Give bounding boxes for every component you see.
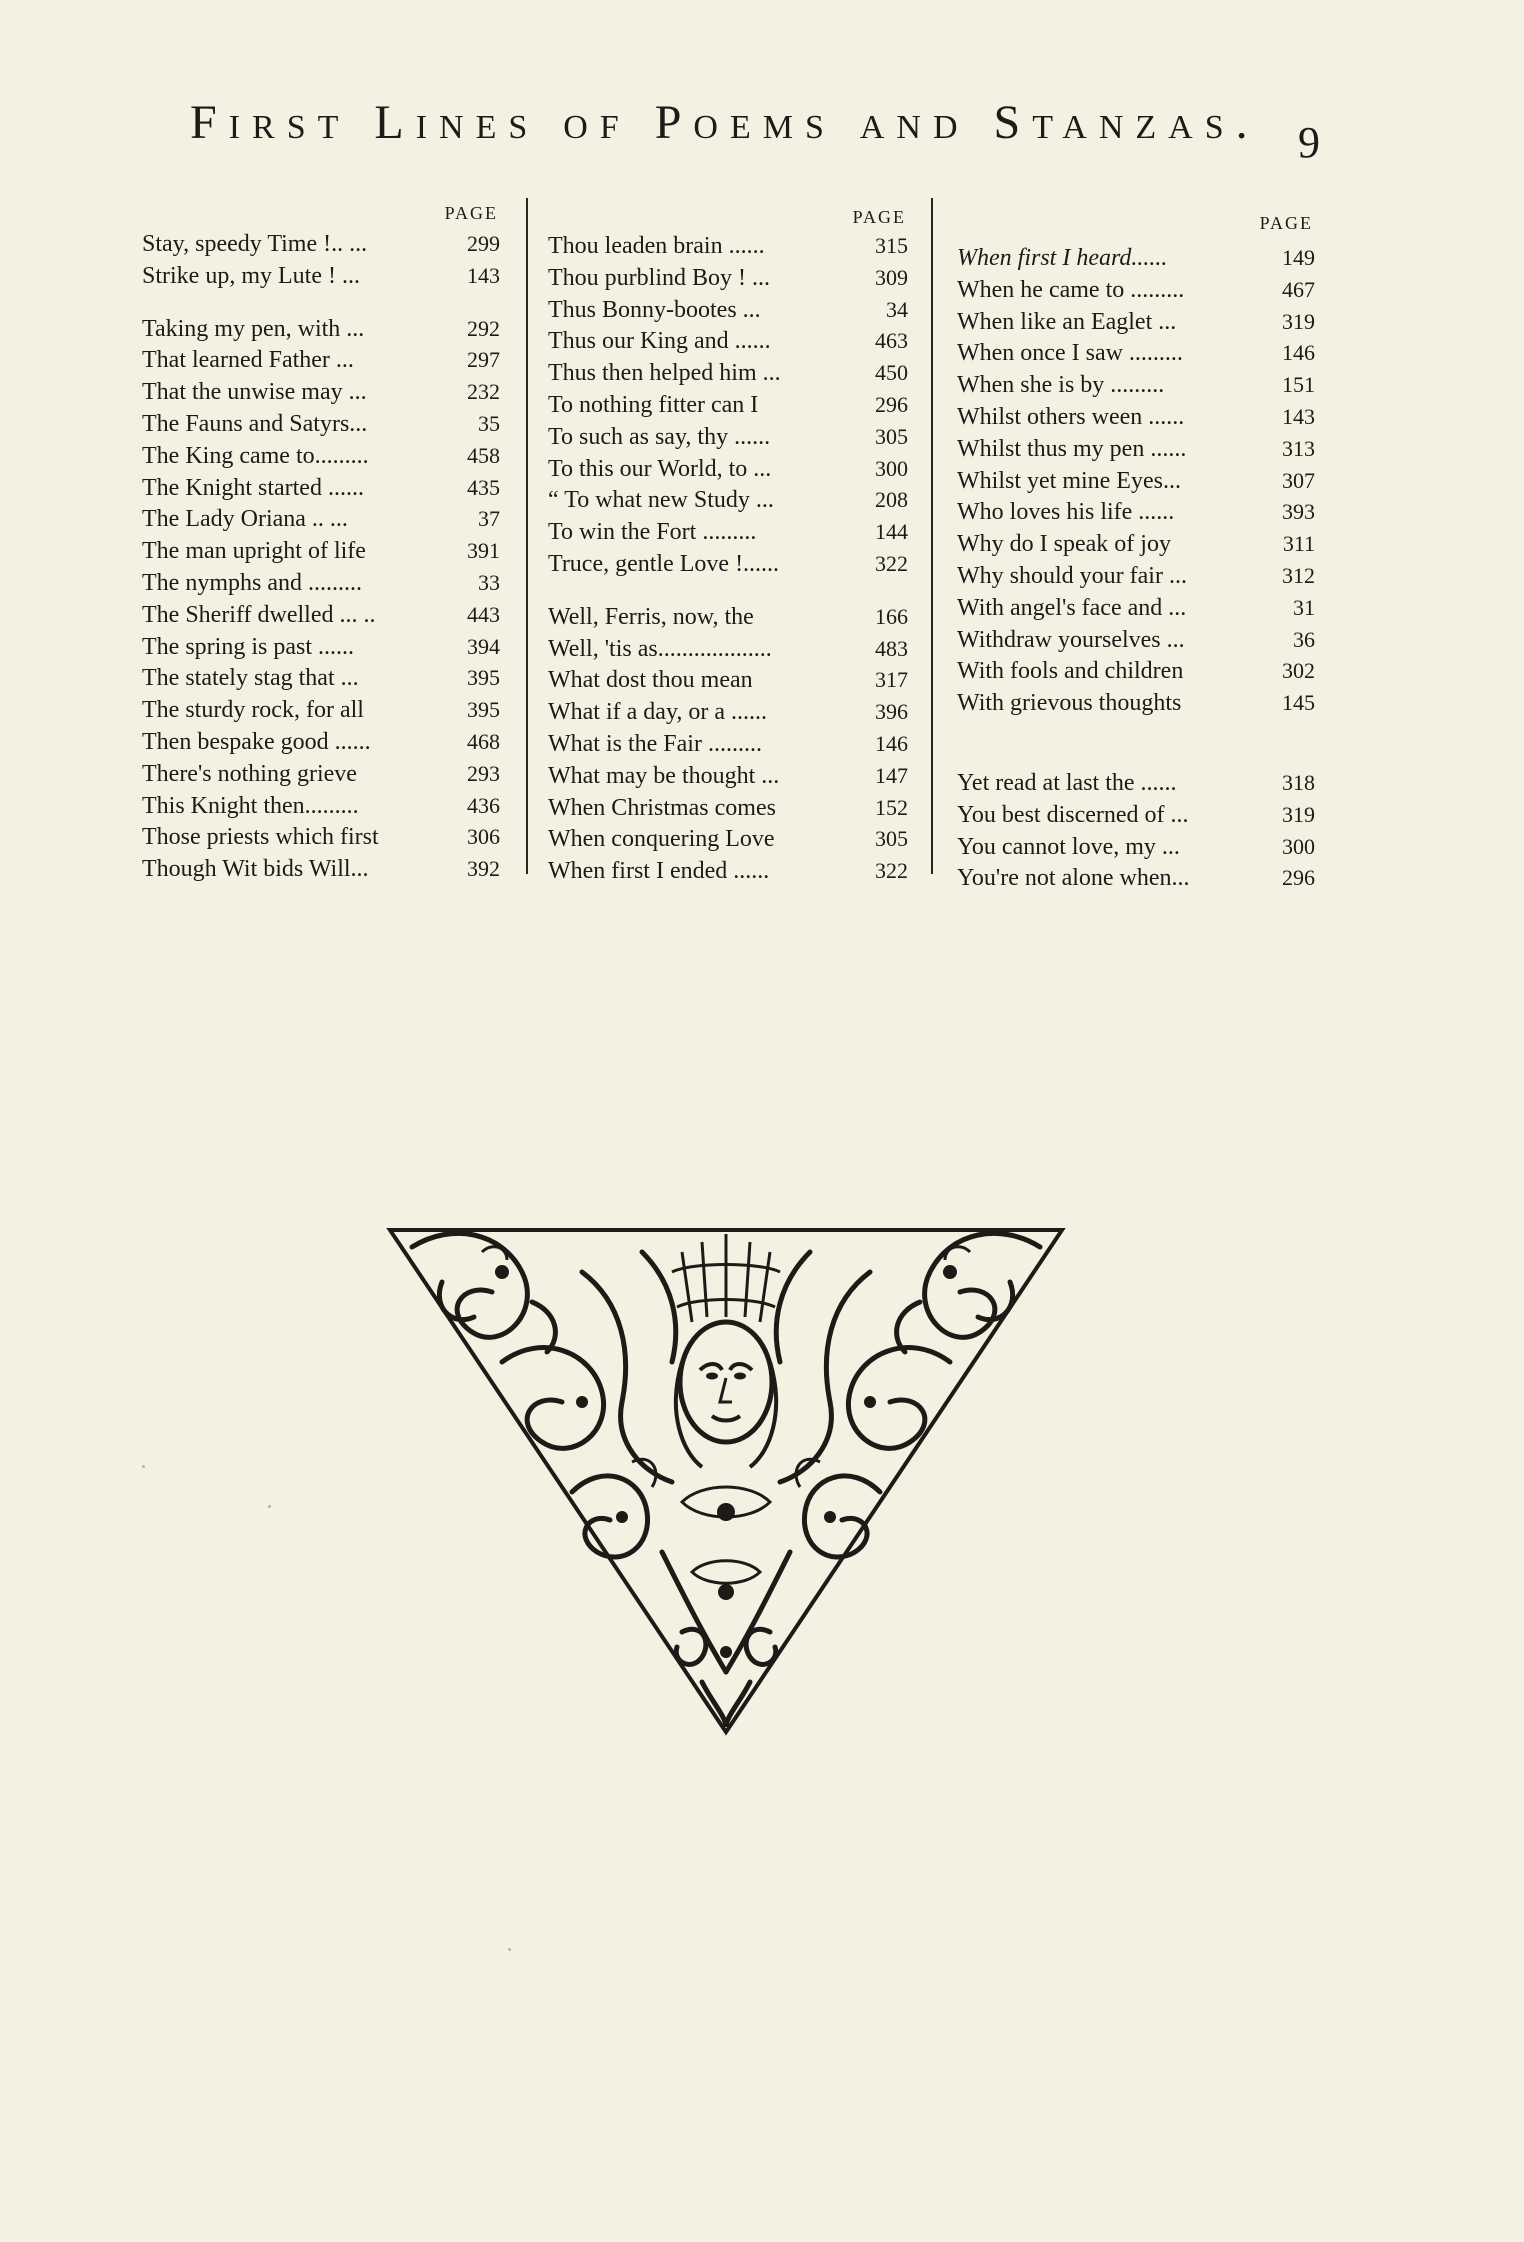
index-entry	[957, 274, 1315, 306]
index-entry	[142, 758, 500, 790]
index-entry	[548, 548, 908, 580]
index-entry	[548, 664, 908, 696]
first-line-text: The Lady Oriana .. ...	[142, 506, 348, 533]
first-line-text: Whilst others ween ......	[957, 403, 1185, 430]
page-reference: 34	[886, 296, 908, 322]
page-reference: 396	[875, 699, 908, 725]
page-reference: 395	[467, 665, 500, 691]
first-line-text: Thus then helped him ...	[548, 360, 781, 387]
first-line-text: When first I ended ......	[548, 858, 770, 885]
page-reference: 315	[875, 233, 908, 258]
page-reference: 149	[1282, 245, 1315, 270]
index-entry	[957, 624, 1315, 656]
page-reference: 322	[875, 550, 908, 576]
page-reference: 317	[875, 667, 908, 693]
index-entry	[142, 344, 500, 376]
page-reference: 31	[1293, 594, 1315, 620]
page-reference: 307	[1282, 467, 1315, 493]
first-line-text: That the unwise may ...	[142, 379, 367, 406]
page-reference: 467	[1282, 276, 1315, 302]
first-line-text: This Knight then.........	[142, 792, 359, 819]
page-reference: 313	[1282, 435, 1315, 461]
first-line-text: Well, 'tis as...................	[548, 635, 772, 662]
first-line-text: Withdraw yourselves ...	[957, 626, 1185, 653]
first-line-text: Well, Ferris, now, the	[548, 603, 754, 630]
page-reference: 145	[1282, 690, 1315, 716]
index-entry	[957, 767, 1315, 799]
page-reference: 311	[1282, 531, 1315, 557]
page-reference: 463	[875, 328, 908, 354]
first-line-text: Those priests which first	[142, 824, 379, 851]
first-line-text: What dost thou mean	[548, 667, 753, 694]
page-header	[190, 95, 1320, 175]
index-entry	[142, 408, 500, 440]
index-entry	[957, 831, 1315, 863]
page-reference: 166	[875, 603, 908, 629]
index-column-3	[957, 198, 1315, 894]
first-line-text: When once I saw .........	[957, 340, 1183, 367]
first-line-text: Truce, gentle Love !......	[548, 550, 780, 577]
index-entry	[548, 357, 908, 389]
page-reference: 435	[467, 474, 500, 500]
first-line-text: You best discerned of ...	[957, 801, 1189, 828]
first-line-text: To win the Fort .........	[548, 519, 757, 546]
paper-speck	[508, 1948, 511, 1951]
page-column-heading: PAGE	[852, 207, 906, 227]
page-reference: 302	[1282, 658, 1315, 684]
group-spacer	[142, 292, 500, 313]
tailpiece-ornament-icon	[382, 1212, 1070, 1736]
first-line-text: The Sheriff dwelled ... ..	[142, 601, 376, 628]
index-entry	[142, 821, 500, 853]
page-reference: 306	[467, 824, 500, 850]
index-entry	[142, 535, 500, 567]
index-entry	[957, 496, 1315, 528]
page-reference: 300	[1282, 833, 1315, 859]
index-entry	[548, 792, 908, 824]
index-entry	[142, 662, 500, 694]
page-title: First Lines of Poems and Stanzas.	[190, 96, 1260, 149]
first-line-text: The sturdy rock, for all	[142, 697, 364, 724]
first-line-text: What may be thought ...	[548, 762, 780, 789]
first-line-text: What is the Fair .........	[548, 730, 762, 757]
index-entry	[957, 306, 1315, 338]
first-line-text: Strike up, my Lute ! ...	[142, 262, 360, 289]
index-entry	[142, 694, 500, 726]
index-entry	[957, 862, 1315, 894]
page-reference: 146	[1282, 340, 1315, 366]
index-entry	[142, 503, 500, 535]
first-line-text: Thus our King and ......	[548, 328, 771, 355]
page-reference: 33	[478, 569, 500, 595]
page-reference: 305	[875, 826, 908, 852]
first-line-text: The Fauns and Satyrs...	[142, 410, 368, 437]
first-line-text: There's nothing grieve	[142, 760, 357, 787]
first-line-text: What if a day, or a ......	[548, 699, 768, 726]
page-reference: 391	[467, 538, 500, 564]
page-number: 9	[1298, 118, 1320, 167]
page-reference: 392	[467, 856, 500, 882]
first-line-text: The stately stag that ...	[142, 665, 359, 692]
index-entry	[957, 242, 1315, 274]
page-reference: 468	[467, 728, 500, 754]
index-entry	[957, 465, 1315, 497]
first-line-text: Thou leaden brain ......	[548, 233, 765, 259]
index-entry	[957, 687, 1315, 719]
index-entry	[957, 337, 1315, 369]
page-reference: 143	[1282, 403, 1315, 429]
index-entry	[548, 484, 908, 516]
index-entry	[142, 260, 500, 292]
index-entry	[548, 601, 908, 633]
page-reference: 443	[467, 601, 500, 627]
index-entry	[142, 313, 500, 345]
page-column-heading: PAGE	[444, 203, 498, 223]
page-reference: 322	[875, 858, 908, 884]
first-line-text: Whilst yet mine Eyes...	[957, 467, 1181, 494]
first-line-text: With grievous thoughts	[957, 690, 1182, 717]
first-line-text: Why should your fair ...	[957, 562, 1187, 589]
first-line-text: The spring is past ......	[142, 633, 354, 660]
index-entry	[142, 567, 500, 599]
index-entry	[548, 389, 908, 421]
first-line-text: To nothing fitter can I	[548, 391, 759, 418]
page-reference: 293	[467, 760, 500, 786]
index-entry	[957, 433, 1315, 465]
page-reference: 151	[1282, 372, 1315, 398]
page-reference: 309	[875, 264, 908, 290]
first-line-text: You're not alone when...	[957, 865, 1190, 892]
index-entry	[142, 472, 500, 504]
page-reference: 394	[467, 633, 500, 659]
index-entry	[548, 696, 908, 728]
page-reference: 147	[875, 762, 908, 788]
index-entry	[548, 823, 908, 855]
index-entry	[142, 228, 500, 260]
index-column-1	[142, 198, 500, 885]
first-line-text: That learned Father ...	[142, 347, 354, 374]
page-reference: 299	[467, 231, 500, 256]
index-entry	[142, 599, 500, 631]
column-divider	[931, 198, 933, 874]
page-reference: 152	[875, 794, 908, 820]
paper-speck	[268, 1505, 271, 1508]
page-reference: 297	[467, 347, 500, 373]
page-reference: 292	[467, 315, 500, 341]
page-reference: 450	[875, 360, 908, 386]
index-entry	[957, 799, 1315, 831]
index-column-2	[548, 198, 908, 887]
index-entry	[548, 760, 908, 792]
page-reference: 146	[875, 730, 908, 756]
page-reference: 35	[478, 410, 500, 436]
page-reference: 300	[875, 455, 908, 481]
page-reference: 305	[875, 423, 908, 449]
first-line-text: You cannot love, my ...	[957, 833, 1180, 860]
first-line-text: With angel's face and ...	[957, 594, 1187, 621]
page-reference: 458	[467, 442, 500, 468]
first-line-text: Who loves his life ......	[957, 499, 1175, 526]
index-entry	[548, 230, 908, 262]
first-line-text: To such as say, thy ......	[548, 423, 771, 450]
index-entry	[142, 376, 500, 408]
first-line-text: The nymphs and .........	[142, 569, 362, 596]
first-line-text: Thou purblind Boy ! ...	[548, 264, 770, 291]
column-divider	[526, 198, 528, 874]
first-line-text: When first I heard......	[957, 245, 1168, 271]
page-reference: 395	[467, 697, 500, 723]
page-reference: 296	[1282, 865, 1315, 891]
page-reference: 232	[467, 379, 500, 405]
index-entry	[548, 516, 908, 548]
index-entry	[548, 421, 908, 453]
group-spacer	[957, 719, 1315, 767]
page-reference: 319	[1282, 801, 1315, 827]
index-entry	[142, 726, 500, 758]
index-entry	[548, 453, 908, 485]
page-reference: 319	[1282, 308, 1315, 334]
index-entry	[142, 440, 500, 472]
first-line-text: When like an Eaglet ...	[957, 308, 1177, 335]
page-reference: 36	[1293, 626, 1315, 652]
index-entry	[548, 325, 908, 357]
first-line-text: Stay, speedy Time !.. ...	[142, 231, 368, 257]
page-reference: 296	[875, 391, 908, 417]
index-entry	[142, 790, 500, 822]
index-entry	[957, 528, 1315, 560]
first-line-text: When Christmas comes	[548, 794, 776, 821]
page-reference: 318	[1282, 769, 1315, 795]
index-entry	[957, 655, 1315, 687]
page-column-heading: PAGE	[1259, 213, 1313, 233]
index-entry	[957, 369, 1315, 401]
first-line-text: To this our World, to ...	[548, 455, 772, 482]
first-line-text: When he came to .........	[957, 276, 1185, 303]
index-entry	[548, 728, 908, 760]
index-entry	[957, 592, 1315, 624]
first-line-text: Yet read at last the ......	[957, 769, 1177, 796]
page-reference: 436	[467, 792, 500, 818]
page-reference: 312	[1282, 562, 1315, 588]
first-line-text: With fools and children	[957, 658, 1184, 685]
first-line-text: Though Wit bids Will...	[142, 856, 369, 883]
page-reference: 37	[478, 506, 500, 532]
index-entry	[142, 631, 500, 663]
group-spacer	[548, 580, 908, 601]
first-line-text: When conquering Love	[548, 826, 775, 853]
first-line-text: The Knight started ......	[142, 474, 364, 501]
page-reference: 143	[467, 262, 500, 288]
first-line-text: The man upright of life	[142, 538, 366, 565]
first-line-text: Whilst thus my pen ......	[957, 435, 1187, 462]
first-line-text: Why do I speak of joy	[957, 531, 1171, 558]
index-entry	[957, 401, 1315, 433]
page-reference: 393	[1282, 499, 1315, 525]
first-line-text: Taking my pen, with ...	[142, 315, 365, 342]
index-entry	[548, 294, 908, 326]
paper-speck	[142, 1465, 145, 1468]
index-entry	[548, 855, 908, 887]
first-line-text: When she is by .........	[957, 372, 1165, 399]
index-entry	[957, 560, 1315, 592]
first-line-text: The King came to.........	[142, 442, 369, 469]
first-line-text: “ To what new Study ...	[548, 487, 774, 514]
page-reference: 144	[875, 519, 908, 545]
page-reference: 208	[875, 487, 908, 513]
index-entry	[548, 262, 908, 294]
first-line-text: Then bespake good ......	[142, 728, 371, 755]
index-entry	[142, 853, 500, 885]
index-entry	[548, 633, 908, 665]
page-reference: 483	[875, 635, 908, 661]
first-line-text: Thus Bonny-bootes ...	[548, 296, 761, 323]
